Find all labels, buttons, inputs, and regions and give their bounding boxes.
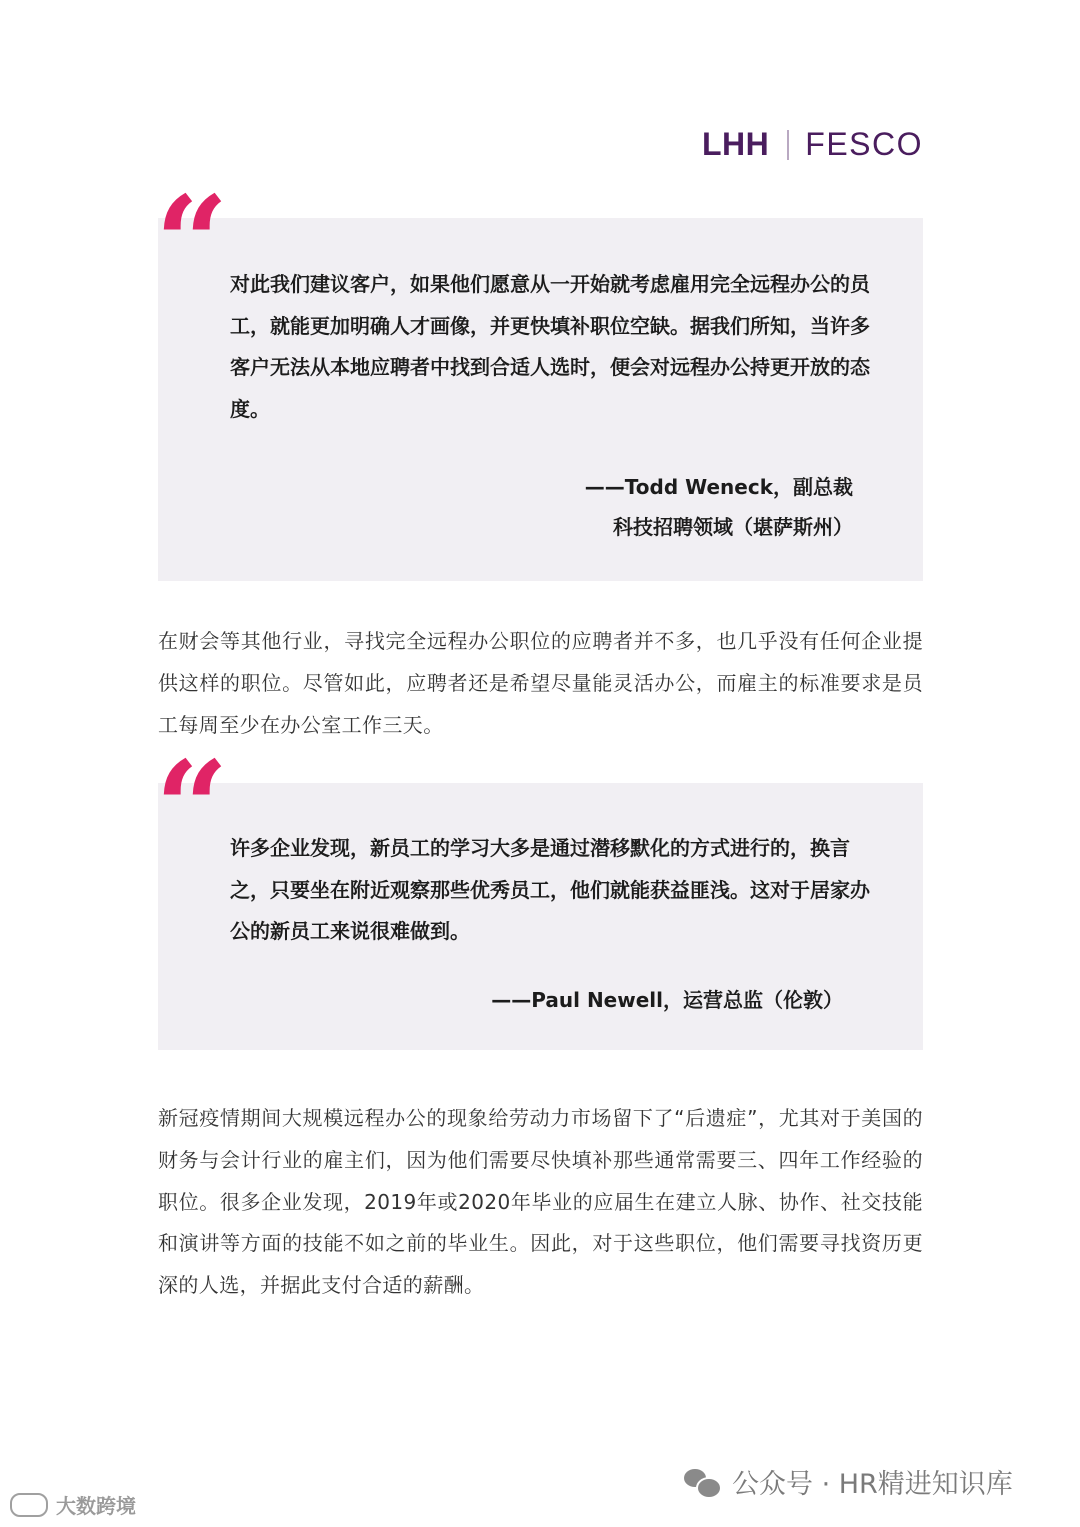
watermark-text-right: 公众号 · HR精进知识库 xyxy=(732,1469,1013,1500)
wechat-icon xyxy=(684,1467,720,1497)
quote-box-2 xyxy=(158,783,923,1050)
source-watermark xyxy=(10,1490,136,1519)
logo-fesco: FESCO xyxy=(805,126,923,162)
brand-logo xyxy=(702,126,923,163)
quote-mark-icon: “ xyxy=(155,169,229,319)
brand-icon xyxy=(10,1493,48,1517)
quote-attribution-2 xyxy=(491,980,843,1020)
watermark-text-left: 大数跨境 xyxy=(56,1494,136,1518)
attribution-name-1: ——Todd Weneck，副总裁 xyxy=(584,475,853,499)
logo-divider xyxy=(787,130,789,160)
wechat-watermark xyxy=(684,1462,1013,1501)
quote-text-1: 对此我们建议客户，如果他们愿意从一开始就考虑雇用完全远程办公的员工，就能更加明确人才画像，并更快填补职位空缺。据我们所知，当许多客户无法从本地应聘者中找到合适人选时，便会对远程办公持更开放的态度。 xyxy=(230,272,870,421)
quote-box-1 xyxy=(158,218,923,581)
logo-lhh: LHH xyxy=(702,126,770,162)
quote-text-2: 许多企业发现，新员工的学习大多是通过潜移默化的方式进行的，换言之，只要坐在附近观察那些优秀员工，他们就能获益匪浅。这对于居家办公的新员工来说很难做到。 xyxy=(230,836,870,943)
body-paragraph-2: 新冠疫情期间大规模远程办公的现象给劳动力市场留下了“后遗症”，尤其对于美国的财务与会计行业的雇主们，因为他们需要尽快填补那些通常需要三、四年工作经验的职位。很多企业发现，2019年或2020年毕业的应届生在建立人脉、协作、社交技能和演讲等方面的技能不如之前的毕业生。因此，对于这些职位，他们需要寻找资历更深的人选，并据此支付合适的薪酬。 xyxy=(158,1106,923,1298)
attribution-role-1: 科技招聘领域（堪萨斯州） xyxy=(613,515,853,539)
quote-attribution-1 xyxy=(585,467,853,547)
attribution-name-2: ——Paul Newell，运营总监（伦敦） xyxy=(491,988,843,1012)
body-paragraph-1: 在财会等其他行业，寻找完全远程办公职位的应聘者并不多，也几乎没有任何企业提供这样的职位。尽管如此，应聘者还是希望尽量能灵活办公，而雇主的标准要求是员工每周至少在办公室工作三天。 xyxy=(158,629,923,737)
quote-mark-icon: “ xyxy=(155,734,229,884)
